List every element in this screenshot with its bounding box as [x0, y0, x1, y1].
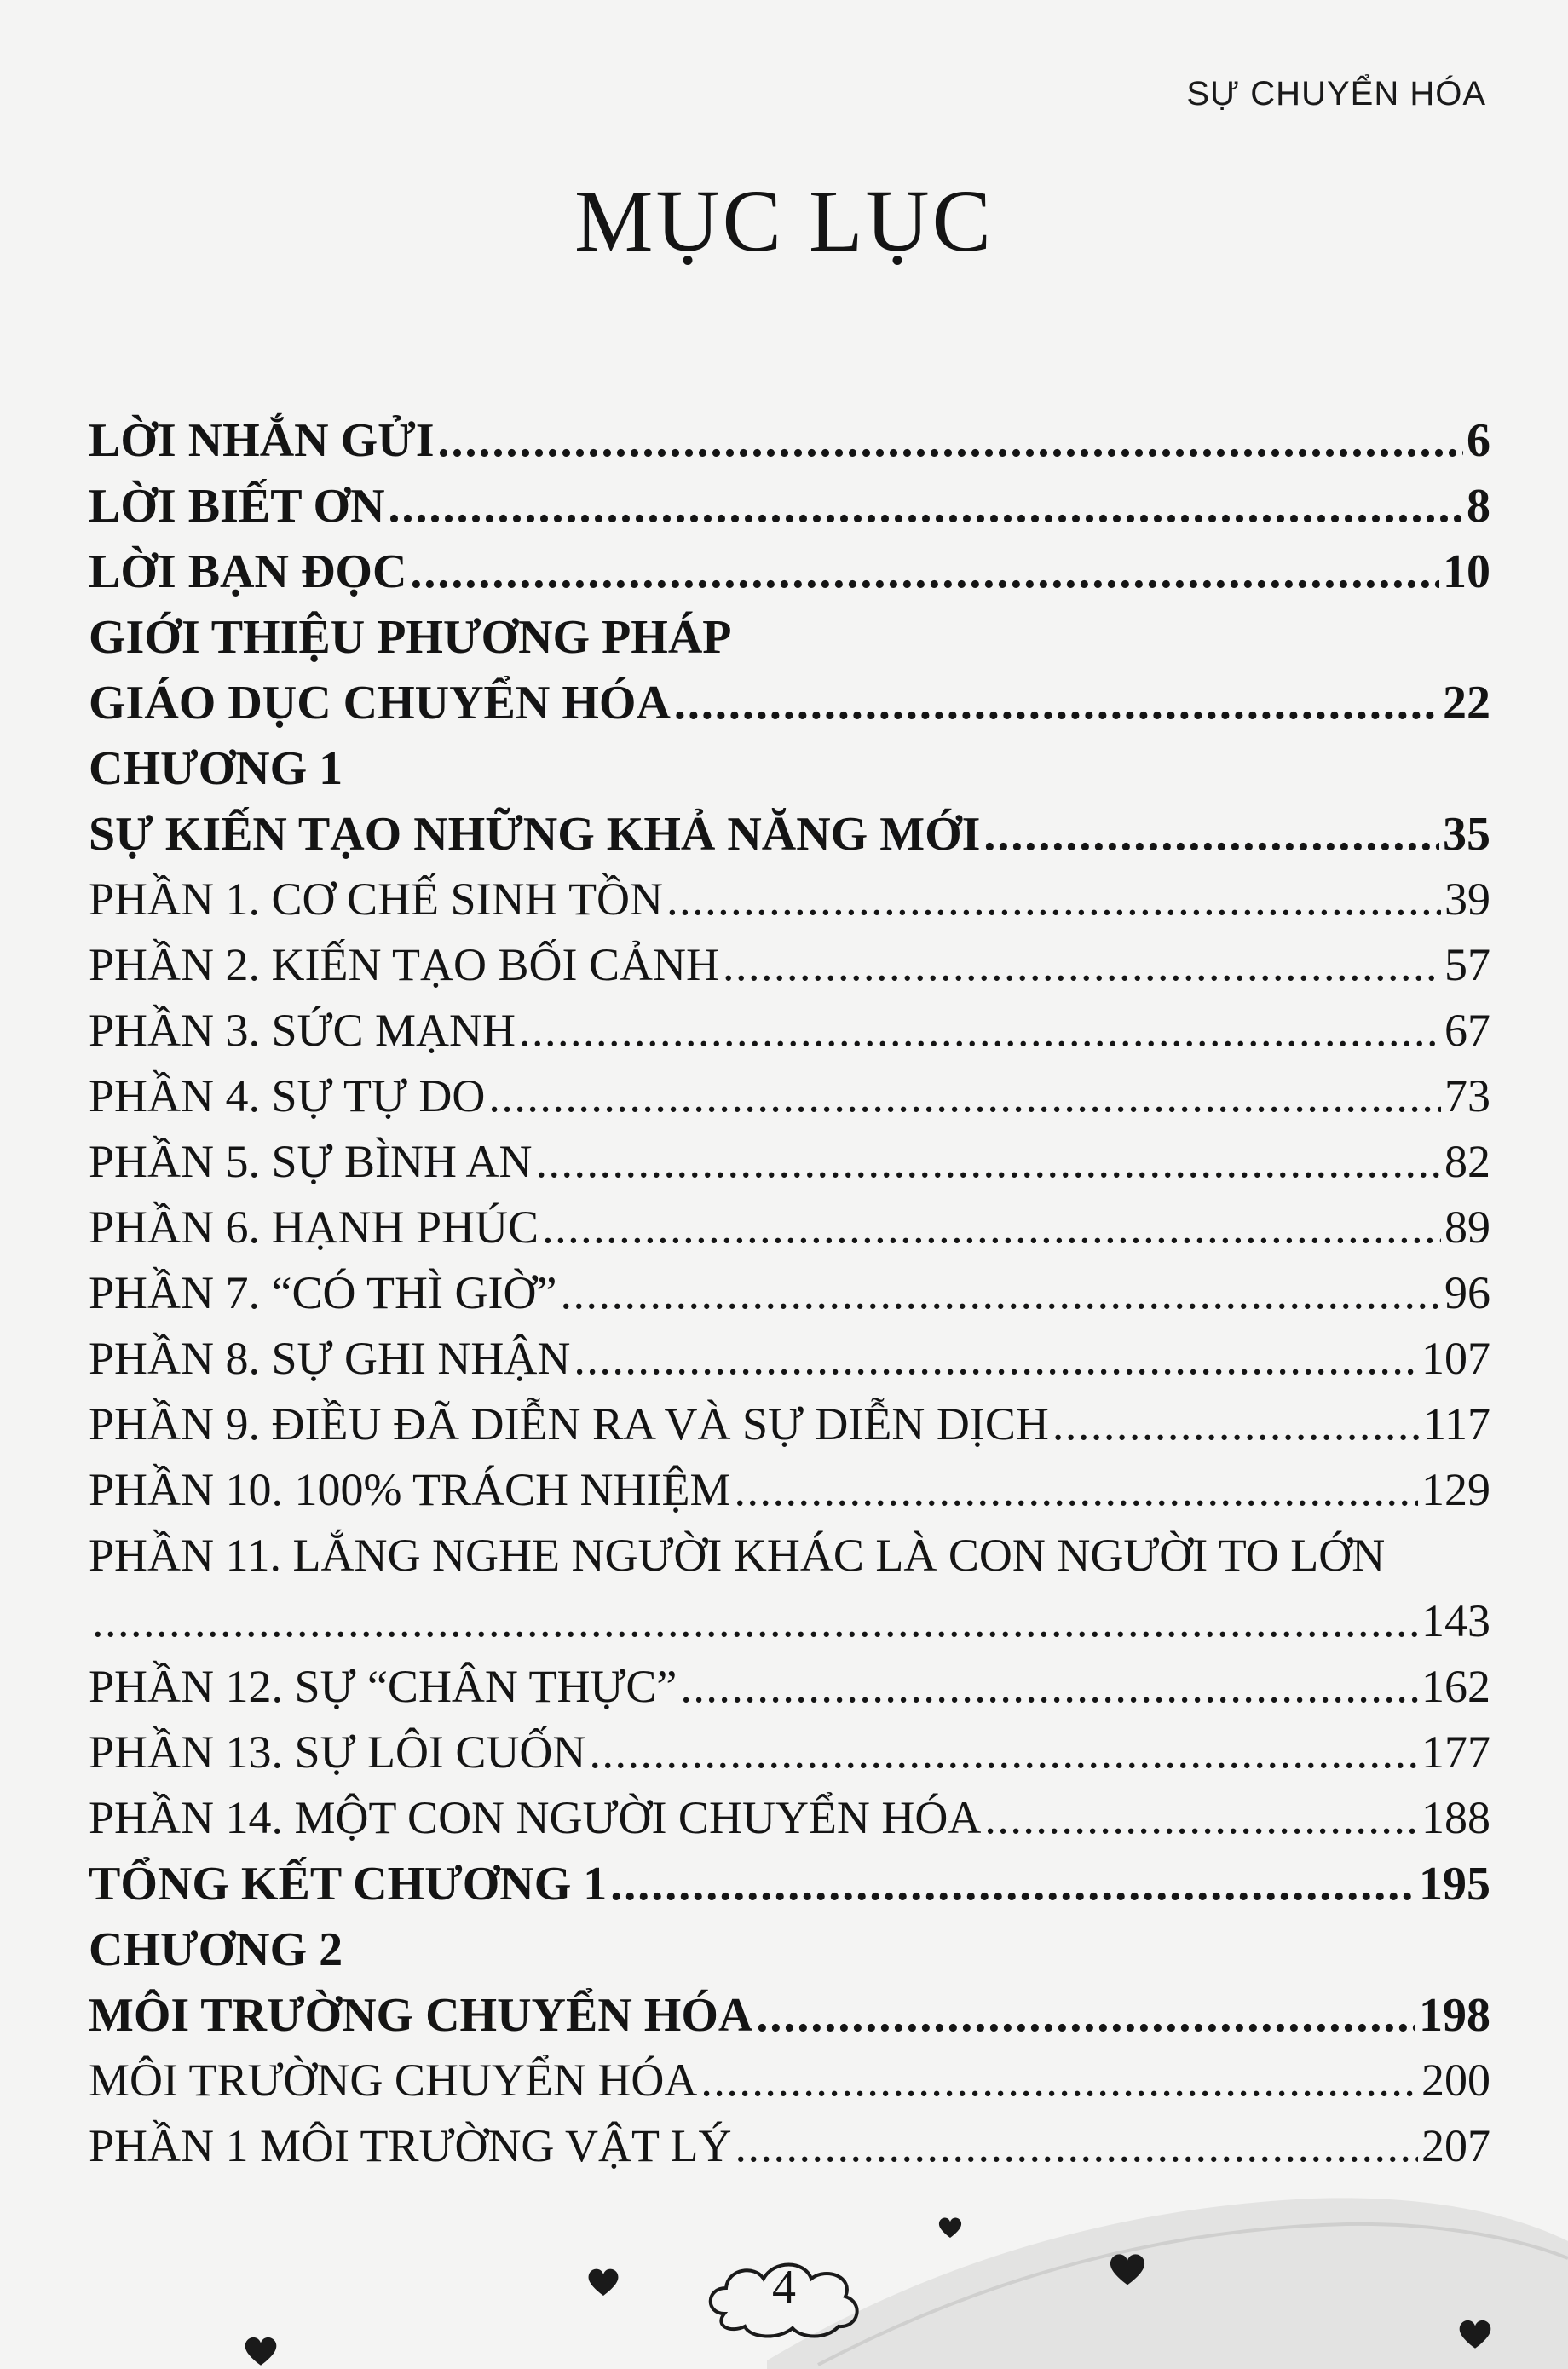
toc-entry-title: PHẦN 7. “CÓ THÌ GIỜ”	[89, 1267, 557, 1318]
toc-entry-page: 89	[1444, 1202, 1490, 1253]
toc-leader-dots	[560, 1266, 1441, 1319]
toc-entry-page: 96	[1444, 1267, 1490, 1318]
heart-icon	[1108, 2251, 1147, 2287]
toc-entry	[89, 1857, 1490, 1922]
page-title: MỤC LỤC	[574, 172, 994, 270]
toc-leader-dots	[983, 807, 1439, 862]
toc-entry	[89, 938, 1490, 1004]
toc-entry-title: CHƯƠNG 1	[89, 742, 343, 795]
toc-entry	[89, 1594, 1490, 1660]
toc-entry-title: MÔI TRƯỜNG CHUYỂN HÓA	[89, 2055, 698, 2106]
toc-leader-dots	[438, 413, 1463, 468]
toc-entry-title: GIÁO DỤC CHUYỂN HÓA	[89, 677, 671, 729]
toc-entry-title: PHẦN 4. SỰ TỰ DO	[89, 1070, 486, 1121]
toc-entry-title: PHẦN 13. SỰ LÔI CUỐN	[89, 1726, 586, 1778]
toc-entry-page: 117	[1423, 1398, 1490, 1450]
toc-entry-page: 177	[1421, 1726, 1490, 1778]
toc-entry-page: 6	[1467, 414, 1490, 467]
toc-entry-page: 195	[1419, 1858, 1490, 1911]
toc-entry-title: PHẦN 8. SỰ GHI NHẬN	[89, 1333, 571, 1384]
toc-entry-page: 129	[1421, 1464, 1490, 1515]
toc-entry-title: PHẦN 1. CƠ CHẾ SINH TỒN	[89, 873, 664, 925]
toc-leader-dots	[674, 676, 1439, 730]
toc-entry-page: 198	[1419, 1989, 1490, 2042]
toc-entry-title: LỜI NHẮN GỬI	[89, 414, 435, 467]
toc-entry-page: 207	[1421, 2120, 1490, 2171]
toc-leader-dots	[574, 1332, 1418, 1385]
toc-leader-dots	[723, 938, 1441, 991]
toc-leader-dots	[610, 1857, 1415, 1911]
toc-entry-title: PHẦN 3. SỨC MẠNH	[89, 1005, 516, 1056]
toc-entry	[89, 1726, 1490, 1791]
toc-entry	[89, 1922, 1490, 1988]
heart-icon	[1457, 2318, 1493, 2350]
toc-entry	[89, 1004, 1490, 1069]
toc-entry-title: PHẦN 5. SỰ BÌNH AN	[89, 1136, 533, 1187]
toc-leader-dots	[756, 1988, 1415, 2043]
toc-entry	[89, 1069, 1490, 1135]
table-of-contents	[89, 413, 1490, 2185]
toc-leader-dots	[535, 1135, 1441, 1188]
toc-entry	[89, 1791, 1490, 1857]
toc-leader-dots	[984, 1791, 1418, 1844]
toc-entry-page: 57	[1444, 939, 1490, 990]
toc-entry-page: 35	[1443, 808, 1490, 861]
toc-leader-dots	[519, 1004, 1441, 1057]
toc-entry	[89, 610, 1490, 676]
toc-entry-page: 39	[1444, 873, 1490, 925]
toc-entry	[89, 2054, 1490, 2119]
toc-entry	[89, 873, 1490, 938]
toc-entry	[89, 1135, 1490, 1201]
heart-icon	[586, 2267, 620, 2297]
toc-entry-title: PHẦN 9. ĐIỀU ĐÃ DIỄN RA VÀ SỰ DIỄN DỊCH	[89, 1398, 1049, 1450]
toc-entry	[89, 807, 1490, 873]
toc-entry-page: 10	[1443, 545, 1490, 598]
toc-entry	[89, 479, 1490, 545]
toc-entry-title: CHƯƠNG 2	[89, 1923, 343, 1976]
toc-entry-title: PHẦN 12. SỰ “CHÂN THỰC”	[89, 1661, 677, 1712]
toc-leader-dots	[389, 479, 1463, 533]
toc-leader-dots	[92, 1594, 1418, 1647]
toc-entry-page: 67	[1444, 1005, 1490, 1056]
toc-leader-dots	[410, 545, 1439, 599]
page-number: 4	[772, 2261, 796, 2314]
toc-entry-title: SỰ KIẾN TẠO NHỮNG KHẢ NĂNG MỚI	[89, 808, 981, 861]
toc-leader-dots	[542, 1201, 1441, 1254]
toc-entry-page: 188	[1421, 1792, 1490, 1843]
toc-entry-title: PHẦN 1 MÔI TRƯỜNG VẬT LÝ	[89, 2120, 732, 2171]
toc-leader-dots	[666, 873, 1441, 925]
toc-entry	[89, 676, 1490, 741]
running-header: SỰ CHUYỂN HÓA	[1186, 75, 1486, 112]
toc-entry-page: 200	[1421, 2055, 1490, 2106]
toc-entry-title: MÔI TRƯỜNG CHUYỂN HÓA	[89, 1989, 753, 2042]
toc-leader-dots	[700, 2054, 1418, 2107]
toc-entry-page: 22	[1443, 677, 1490, 729]
toc-entry	[89, 741, 1490, 807]
toc-entry	[89, 1398, 1490, 1463]
toc-entry	[89, 1201, 1490, 1266]
toc-entry-page: 143	[1421, 1595, 1490, 1646]
decorative-swirl	[767, 2147, 1568, 2369]
toc-entry-page: 82	[1444, 1136, 1490, 1187]
toc-leader-dots	[735, 1463, 1418, 1516]
toc-entry-title: PHẦN 14. MỘT CON NGƯỜI CHUYỂN HÓA	[89, 1792, 982, 1843]
toc-entry	[89, 1660, 1490, 1726]
toc-entry-page: 162	[1421, 1661, 1490, 1712]
toc-entry-title: PHẦN 2. KIẾN TẠO BỐI CẢNH	[89, 939, 719, 990]
toc-entry-title: GIỚI THIỆU PHƯƠNG PHÁP	[89, 611, 732, 664]
toc-entry-page: 73	[1444, 1070, 1490, 1121]
toc-leader-dots	[589, 1726, 1418, 1778]
toc-entry	[89, 1529, 1490, 1594]
toc-leader-dots	[488, 1069, 1441, 1122]
toc-entry	[89, 1332, 1490, 1398]
toc-entry-title: PHẦN 11. LẮNG NGHE NGƯỜI KHÁC LÀ CON NGƯỜI TO LỚN	[89, 1530, 1386, 1581]
toc-entry	[89, 1266, 1490, 1332]
toc-entry-title: PHẦN 6. HẠNH PHÚC	[89, 1202, 539, 1253]
heart-icon	[937, 2216, 963, 2239]
heart-icon	[243, 2335, 279, 2367]
toc-entry-title: LỜI BIẾT ƠN	[89, 480, 385, 533]
toc-entry-title: TỔNG KẾT CHƯƠNG 1	[89, 1858, 608, 1911]
toc-entry	[89, 413, 1490, 479]
toc-leader-dots	[680, 1660, 1418, 1713]
toc-entry-page: 107	[1421, 1333, 1490, 1384]
toc-entry-title: PHẦN 10. 100% TRÁCH NHIỆM	[89, 1464, 731, 1515]
toc-entry-title: LỜI BẠN ĐỌC	[89, 545, 407, 598]
toc-entry-page: 8	[1467, 480, 1490, 533]
toc-entry	[89, 1988, 1490, 2054]
toc-entry	[89, 545, 1490, 610]
toc-leader-dots	[1052, 1398, 1420, 1450]
toc-entry	[89, 1463, 1490, 1529]
